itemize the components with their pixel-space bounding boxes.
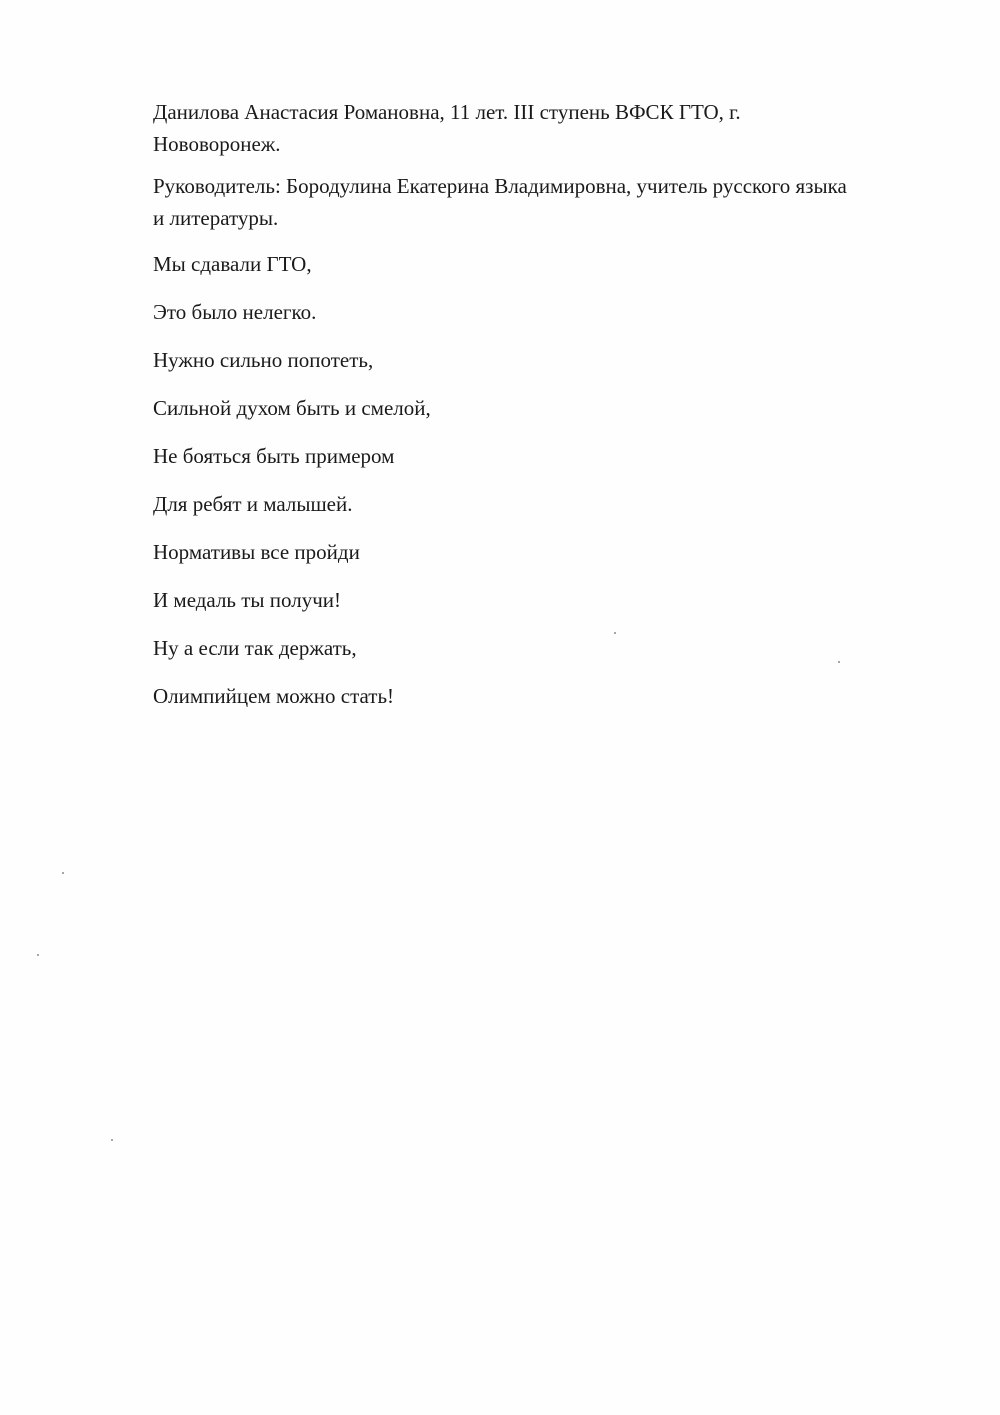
author-info xyxy=(153,96,953,160)
author-line: Данилова Анастасия Романовна, 11 лет. III ступень ВФСК ГТО, г. xyxy=(153,100,741,124)
poem-line: Нормативы все пройди xyxy=(153,540,360,564)
poem-line: И медаль ты получи! xyxy=(153,588,342,612)
poem xyxy=(153,248,953,712)
poem-line: Нужно сильно попотеть, xyxy=(153,348,374,372)
document-body xyxy=(153,96,953,728)
poem-line: Ну а если так держать, xyxy=(153,636,357,660)
supervisor-line: Руководитель: Бородулина Екатерина Владимировна, учитель русского языка xyxy=(153,174,847,198)
supervisor-line-continued: и литературы. xyxy=(153,206,279,230)
scan-speck xyxy=(37,954,39,956)
supervisor-info xyxy=(153,170,953,234)
scan-speck xyxy=(62,872,64,874)
scan-speck xyxy=(838,661,840,663)
scan-speck xyxy=(111,1139,113,1141)
poem-line: Сильной духом быть и смелой, xyxy=(153,396,431,420)
poem-line: Олимпийцем можно стать! xyxy=(153,684,395,708)
poem-line: Для ребят и малышей. xyxy=(153,492,353,516)
poem-line: Не бояться быть примером xyxy=(153,444,395,468)
scan-speck xyxy=(614,632,616,634)
author-line-continued: Нововоронеж. xyxy=(153,132,281,156)
poem-line: Мы сдавали ГТО, xyxy=(153,252,312,276)
poem-line: Это было нелегко. xyxy=(153,300,317,324)
